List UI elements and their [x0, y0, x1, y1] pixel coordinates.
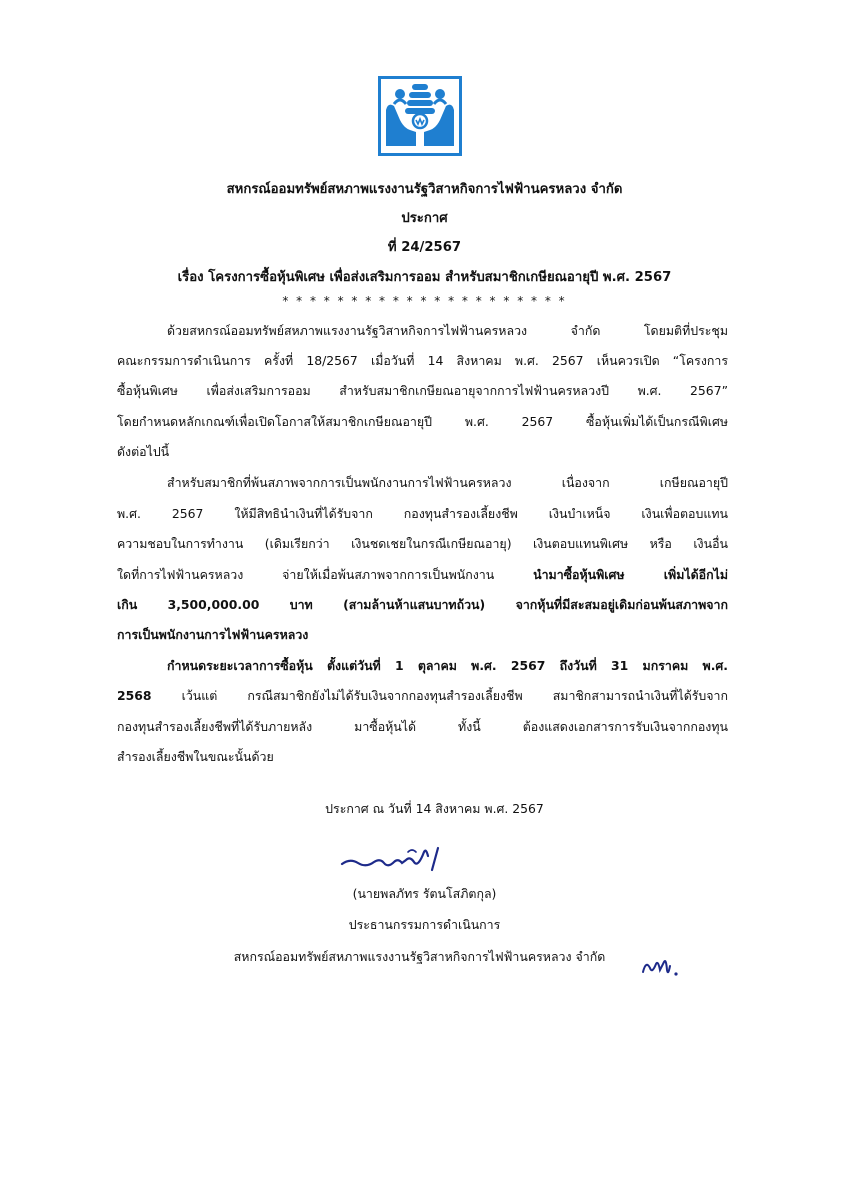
paragraph-1-line-3: ซื้อหุ้นพิเศษ เพื่อส่งเสริมการออม สำหรับสมาชิกเกษียณอายุจากการไฟฟ้านครหลวงปี พ.ศ. 2567”	[117, 383, 728, 398]
paragraph-3-line-1: กำหนดระยะเวลาการซื้อหุ้น ตั้งแต่วันที่ 1 ตุลาคม พ.ศ. 2567 ถึงวันที่ 31 มกราคม พ.ศ.	[167, 658, 728, 673]
signer-name: (นายพลภัทร รัตนโสภิตกุล)	[352, 886, 497, 901]
paragraph-3-line-2	[117, 687, 728, 706]
signer-organization: สหกรณ์ออมทรัพย์สหภาพแรงงานรัฐวิสาหกิจการไฟฟ้านครหลวง จำกัด	[233, 949, 606, 964]
paragraph-2-line-2: พ.ศ. 2567 ให้มีสิทธินำเงินที่ได้รับจาก กองทุนสำรองเลี้ยงชีพ เงินบำเหน็จ เงินเพื่อตอบแทน	[117, 506, 728, 521]
cooperative-emblem-logo	[378, 76, 462, 156]
document-type: ประกาศ	[401, 211, 448, 226]
document-subject: เรื่อง โครงการซื้อหุ้นพิเศษ เพื่อส่งเสริมการออม สำหรับสมาชิกเกษียณอายุปี พ.ศ. 2567	[177, 270, 672, 285]
paragraph-1-line-2: คณะกรรมการดำเนินการ ครั้งที่ 18/2567 เมื่อวันที่ 14 สิงหาคม พ.ศ. 2567 เห็นควรเปิด “โครงการ	[117, 353, 728, 368]
paragraph-1-line-4: โดยกำหนดหลักเกณฑ์เพื่อเปิดโอกาสให้สมาชิกเกษียณอายุปี พ.ศ. 2567 ซื้อหุ้นเพิ่มได้เป็นกรณีพิเศษ	[117, 414, 728, 429]
organization-name: สหกรณ์ออมทรัพย์สหภาพแรงงานรัฐวิสาหกิจการไฟฟ้านครหลวง จำกัด	[226, 182, 623, 197]
paragraph-3-line-3: กองทุนสำรองเลี้ยงชีพที่ได้รับภายหลัง มาซื้อหุ้นได้ ทั้งนี้ ต้องแสดงเอกสารการรับเงินจากกองทุน	[117, 719, 728, 734]
handwritten-signature	[336, 838, 466, 878]
paragraph-2-line-4-normal: ใดที่การไฟฟ้านครหลวง จ่ายให้เมื่อพ้นสภาพจากการเป็นพนักงาน	[117, 567, 534, 582]
paragraph-2-line-3: ความชอบในการทำงาน (เดิมเรียกว่า เงินชดเชยในกรณีเกษียณอายุ) เงินตอบแทนพิเศษ หรือ เงินอื่น	[117, 536, 728, 551]
separator-stars: * * * * * * * * * * * * * * * * * * * * *	[282, 294, 567, 308]
signer-title: ประธานกรรมการดำเนินการ	[348, 917, 501, 932]
paragraph-2-line-1: สำหรับสมาชิกที่พ้นสภาพจากการเป็นพนักงานการไฟฟ้านครหลวง เนื่องจาก เกษียณอายุปี	[167, 475, 728, 490]
paragraph-3-line-4: สำรองเลี้ยงชีพในขณะนั้นด้วย	[117, 749, 274, 764]
announcement-date: ประกาศ ณ วันที่ 14 สิงหาคม พ.ศ. 2567	[325, 801, 544, 816]
document-number: ที่ 24/2567	[387, 240, 462, 255]
paragraph-3-line-2-normal: เว้นแต่ กรณีสมาชิกยังไม่ได้รับเงินจากกองทุนสำรองเลี้ยงชีพ สมาชิกสามารถนำเงินที่ได้รับจาก	[151, 688, 728, 703]
paragraph-1-line-1: ด้วยสหกรณ์ออมทรัพย์สหภาพแรงงานรัฐวิสาหกิจการไฟฟ้านครหลวง จำกัด โดยมติที่ประชุม	[167, 323, 728, 338]
handwritten-initials	[640, 952, 680, 980]
paragraph-1-line-5: ดังต่อไปนี้	[117, 444, 170, 459]
paragraph-2-line-6: การเป็นพนักงานการไฟฟ้านครหลวง	[117, 627, 309, 642]
paragraph-2-line-4	[117, 566, 728, 585]
paragraph-2-line-4-bold: นำมาซื้อหุ้นพิเศษ เพิ่มได้อีกไม่	[533, 567, 728, 582]
paragraph-2-line-5: เกิน 3,500,000.00 บาท (สามล้านห้าแสนบาทถ้วน) จากหุ้นที่มีสะสมอยู่เดิมก่อนพ้นสภาพจาก	[117, 597, 728, 612]
paragraph-3-line-2-bold: 2568	[117, 688, 152, 703]
